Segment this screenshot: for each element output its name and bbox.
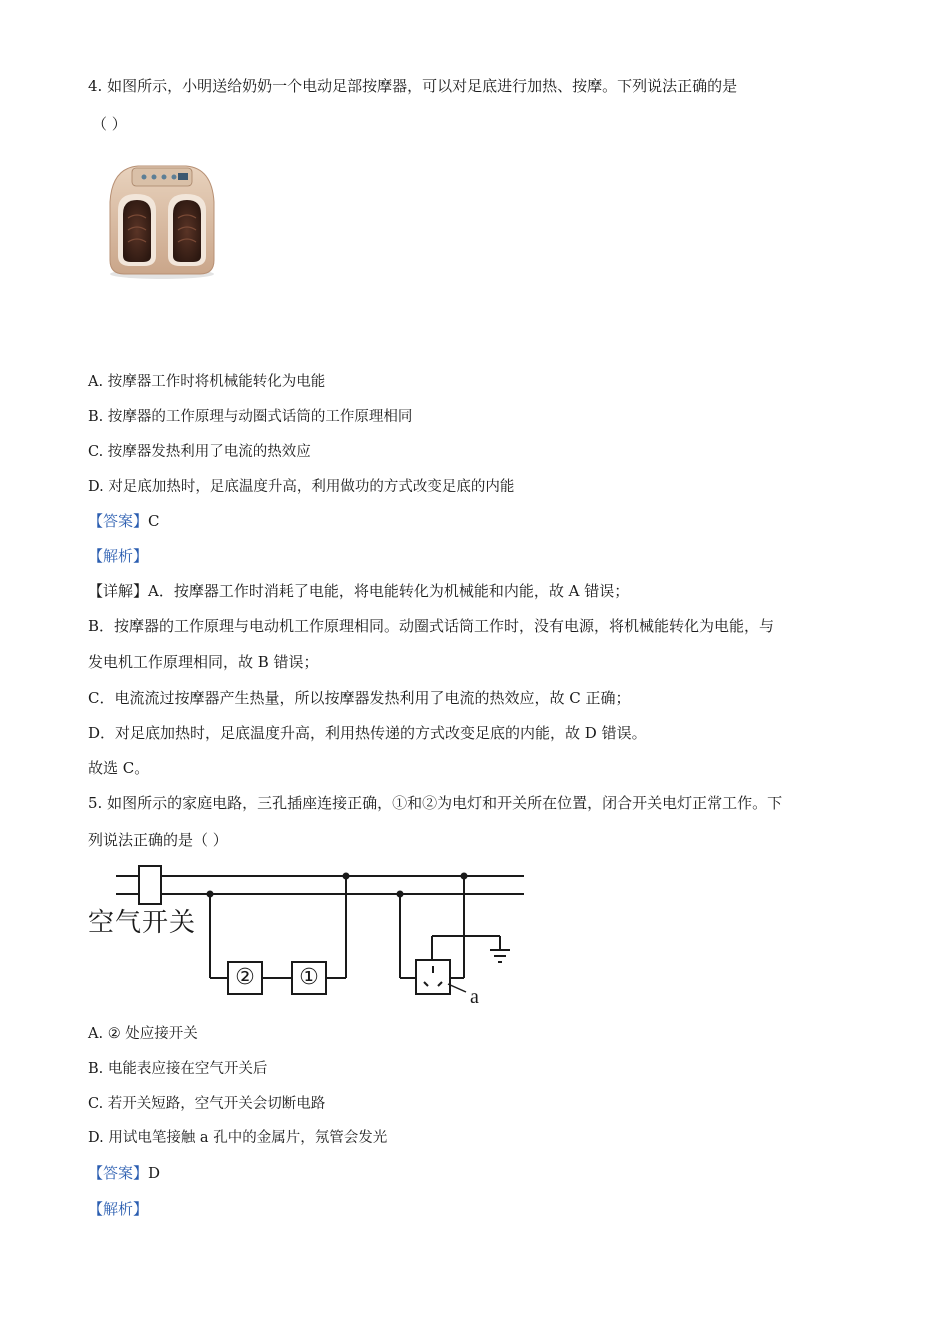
air-switch-label: 空气开关 <box>88 908 197 938</box>
q4-detail-d: D．对足底加热时，足底温度升高，利用热传递的方式改变足底的内能，故 D 错误。 <box>88 724 647 742</box>
q4-conclusion: 故选 C。 <box>88 759 150 777</box>
answer-tag: 【答案】 <box>88 512 149 530</box>
q4-detail-c: C．电流流过按摩器产生热量，所以按摩器发热利用了电流的热效应，故 C 正确； <box>88 689 631 707</box>
q4-detail-b1: B．按摩器的工作原理与电动机工作原理相同。动圈式话筒工作时，没有电源，将机械能转化为电能，与 <box>88 617 775 635</box>
q4-option-a: A. 按摩器工作时将机械能转化为电能 <box>88 374 326 390</box>
q4-option-d: D. 对足底加热时，足底温度升高，利用做功的方式改变足底的内能 <box>88 479 515 495</box>
q5-option-c: C. 若开关短路，空气开关会切断电路 <box>88 1096 326 1112</box>
answer-tag: 【答案】 <box>88 1164 149 1182</box>
q5-stem-line1: 5. 如图所示的家庭电路，三孔插座连接正确，①和②为电灯和开关所在位置，闭合开关电灯正常工作。下 <box>88 794 783 812</box>
position-2-label: ② <box>235 965 255 990</box>
q4-detail-b2: 发电机工作原理相同，故 B 错误； <box>88 653 319 671</box>
q5-analysis-tag: 【解析】 <box>88 1200 149 1218</box>
detail-tag: 【详解】 <box>88 582 149 600</box>
q5-stem-line2: 列说法正确的是（ ） <box>88 831 228 849</box>
position-1-label: ① <box>299 965 319 990</box>
foot-massager-image <box>104 158 220 282</box>
answer-value: D <box>148 1164 161 1182</box>
q4-answer-paren: （ ） <box>92 115 127 133</box>
household-circuit-diagram <box>86 858 526 1016</box>
answer-value: C <box>148 512 160 530</box>
q5-answer <box>88 1162 160 1184</box>
q5-option-b: B. 电能表应接在空气开关后 <box>88 1061 268 1077</box>
detail-a-text: A．按摩器工作时消耗了电能，将电能转化为机械能和内能，故 A 错误； <box>148 582 630 600</box>
q4-option-b: B. 按摩器的工作原理与动圈式话筒的工作原理相同 <box>88 409 413 425</box>
hole-a-label: a <box>470 986 479 1008</box>
q5-option-a: A. ② 处应接开关 <box>88 1026 198 1042</box>
q4-detail-a <box>88 580 629 602</box>
q5-option-d: D. 用试电笔接触 a 孔中的金属片，氖管会发光 <box>88 1130 388 1146</box>
q4-answer <box>88 510 160 532</box>
q4-stem: 4. 如图所示，小明送给奶奶一个电动足部按摩器，可以对足底进行加热、按摩。下列说法正确的是 <box>88 77 738 95</box>
q4-option-c: C. 按摩器发热利用了电流的热效应 <box>88 444 311 460</box>
q4-analysis-tag: 【解析】 <box>88 547 149 565</box>
